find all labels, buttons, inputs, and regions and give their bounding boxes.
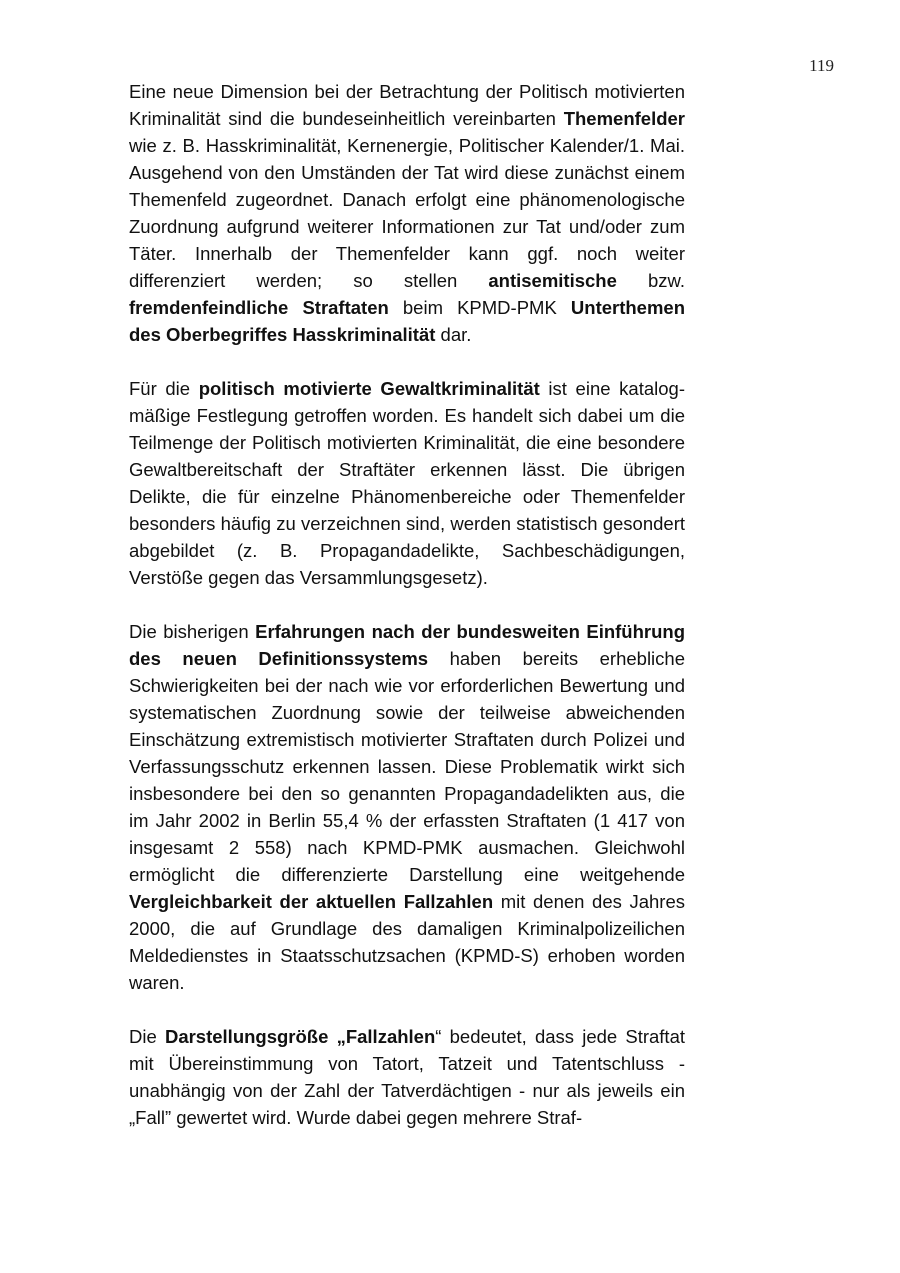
text-run: “ bedeutet, dass jede Straftat mit Übereinstimmung von Tatort, Tatzeit und Tatentschluss - unabhängig von der Zahl der Tatverdächtigen - nur als jeweils ein „Fall” gewertet wird. Wurde dabei gegen mehrere Straf- <box>129 1026 686 1128</box>
text-run: Die <box>129 1026 165 1047</box>
bold-term: Darstellungsgröße „Fallzahlen <box>164 1026 436 1047</box>
document-body <box>129 78 685 1158</box>
paragraph-erfahrungen <box>129 618 685 996</box>
text-run: haben bereits erhebliche Schwierigkeiten bei der nach wie vor erforderlichen Bewertung und systematischen Zuordnung sowie der teilweise abweichenden Einschätzung extremistisch motivierter Straftaten durch Polizei und Verfassungsschutz erkennen lassen. Diese Problematik wirkt sich insbesondere bei den so genannten Propagandadelikten aus, die im Jahr 2002 in Berlin 55,4 % der erfassten Straftaten (1 417 von insgesamt 2 558) nach KPMD-PMK ausmachen. Gleichwohl ermöglicht die differenzierte Darstellung eine weitgehende <box>129 648 685 885</box>
text-run: beim KPMD-PMK <box>388 297 571 318</box>
text-run: bzw. <box>616 270 685 291</box>
text-run: dar. <box>435 324 472 345</box>
bold-term: fremdenfeindliche Straftaten <box>129 297 389 318</box>
text-run: Die bisherigen <box>129 621 256 642</box>
paragraph-themenfelder <box>129 78 685 348</box>
bold-term: Erfahrungen nach der bundesweiten Einführung des neuen Definitionssystems <box>129 621 686 669</box>
page-number: 119 <box>809 56 834 75</box>
paragraph-fallzahlen <box>129 1023 685 1131</box>
bold-term: antisemitische <box>488 270 617 291</box>
text-run: wie z. B. Hasskriminalität, Kernenergie, Politischer Kalender/1. Mai. Ausgehend von den Umständen der Tat wird diese zunächst einem Themenfeld zugeordnet. Danach erfolgt eine phänomenologische Zuordnung aufgrund weiterer Informationen zur Tat und/oder zum Täter. Innerhalb der Themenfelder kann ggf. noch weiter differenziert werden; so stellen <box>129 135 685 291</box>
bold-term: Unterthemen des Oberbegriffes Hasskriminalität <box>129 297 686 345</box>
paragraph-gewaltkriminalitaet <box>129 375 685 591</box>
bold-term: Vergleichbarkeit der aktuellen Fallzahlen <box>129 891 494 912</box>
text-run: ist eine katalogmäßige Festlegung getroffen worden. Es handelt sich dabei um die Teilmenge der Politisch motivierten Kriminalität, die eine besondere Gewaltbereitschaft der Straftäter erkennen lässt. Die übrigen Delikte, die für einzelne Phänomenbereiche oder Themenfelder besonders häufig zu verzeichnen sind, werden statistisch gesondert abgebildet (z. B. Propagandadelikte, Sachbeschädigungen, Verstöße gegen das Versammlungsgesetz). <box>129 378 685 588</box>
text-run: mit denen des Jahres 2000, die auf Grundlage des damaligen Kriminalpolizeilichen Meldedienstes in Staatsschutzsachen (KPMD-S) erhoben worden waren. <box>129 891 685 993</box>
bold-term: Themenfelder <box>563 108 685 129</box>
bold-term: politisch motivierte Gewaltkriminalität <box>198 378 540 399</box>
text-run: Für die <box>129 378 199 399</box>
text-run: Eine neue Dimension bei der Betrachtung der Politisch motivierten Kriminalität sind die bundeseinheitlich vereinbarten <box>129 81 685 129</box>
